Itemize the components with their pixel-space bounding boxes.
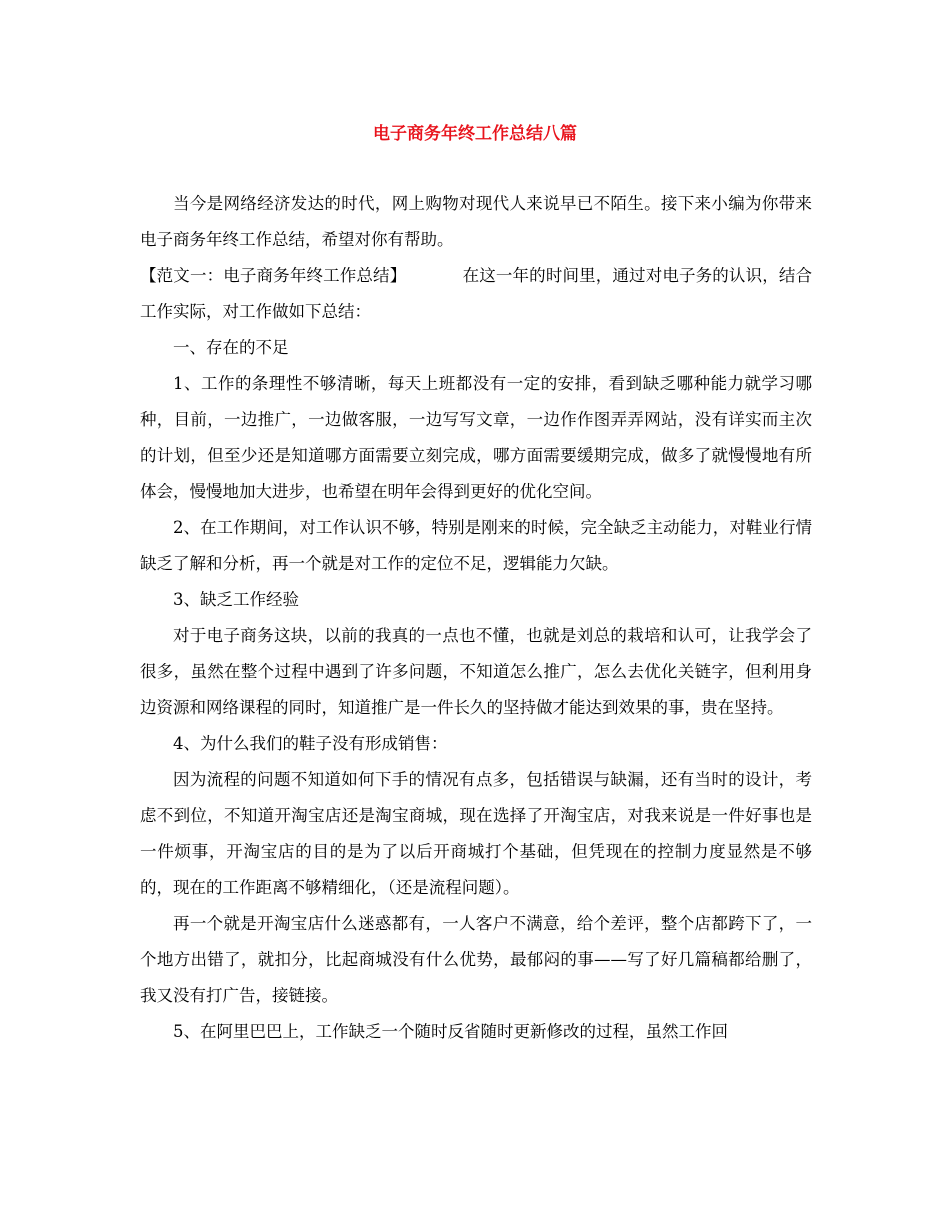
- document-title: 电子商务年终工作总结八篇: [373, 124, 577, 144]
- example-heading: 【范文一：电子商务年终工作总结】: [140, 266, 407, 285]
- body-paragraph: 对于电子商务这块，以前的我真的一点也不懂，也就是刘总的栽培和认可，让我学会了很多，虽然在整个过程中遇到了许多问题，不知道怎么推广，怎么去优化关链字，但利用身边资源和网络课程的同时，知道推广是一件长久的坚持做才能达到效果的事，贵在坚持。: [140, 626, 812, 717]
- example-paragraph: [140, 258, 812, 330]
- body-paragraph: 再一个就是开淘宝店什么迷惑都有，一人客户不满意，给个差评，整个店都跨下了，一个地方出错了，就扣分，比起商城没有什么优势，最郁闷的事——写了好几篇稿都给删了，我又没有打广告，接链接。: [140, 914, 812, 1005]
- document-body: [140, 186, 812, 1050]
- intro-paragraph: 当今是网络经济发达的时代，网上购物对现代人来说早已不陌生。接下来小编为你带来电子商务年终工作总结，希望对你有帮助。: [140, 194, 812, 249]
- subsection-heading: 4、为什么我们的鞋子没有形成销售：: [173, 734, 448, 753]
- section-heading-shortcomings: 一、存在的不足: [173, 338, 289, 357]
- subsection-heading: 3、缺乏工作经验: [173, 590, 299, 609]
- example-intro: 在这一年的时间里，通过对电子务的认识，结合工作实际，对工作做如下总结：: [140, 266, 813, 321]
- body-paragraph: 1、工作的条理性不够清晰，每天上班都没有一定的安排，看到缺乏哪种能力就学习哪种，目前，一边推广，一边做客服，一边写写文章，一边作作图弄弄网站，没有详实而主次的计划，但至少还是知道哪方面需要立刻完成，哪方面需要缓期完成，做多了就慢慢地有所体会，慢慢地加大进步，也希望在明年会得到更好的优化空间。: [140, 374, 812, 501]
- body-paragraph: 2、在工作期间，对工作认识不够，特别是刚来的时候，完全缺乏主动能力，对鞋业行情缺乏了解和分析，再一个就是对工作的定位不足，逻辑能力欠缺。: [140, 518, 812, 573]
- body-paragraph: 因为流程的问题不知道如何下手的情况有点多，包括错误与缺漏，还有当时的设计，考虑不到位，不知道开淘宝店还是淘宝商城，现在选择了开淘宝店，对我来说是一件好事也是一件烦事，开淘宝店的目的是为了以后开商城打个基础，但凭现在的控制力度显然是不够的，现在的工作距离不够精细化，（还是流程问题）。: [140, 770, 812, 897]
- body-paragraph: 5、在阿里巴巴上，工作缺乏一个随时反省随时更新修改的过程，虽然工作回: [173, 1022, 728, 1041]
